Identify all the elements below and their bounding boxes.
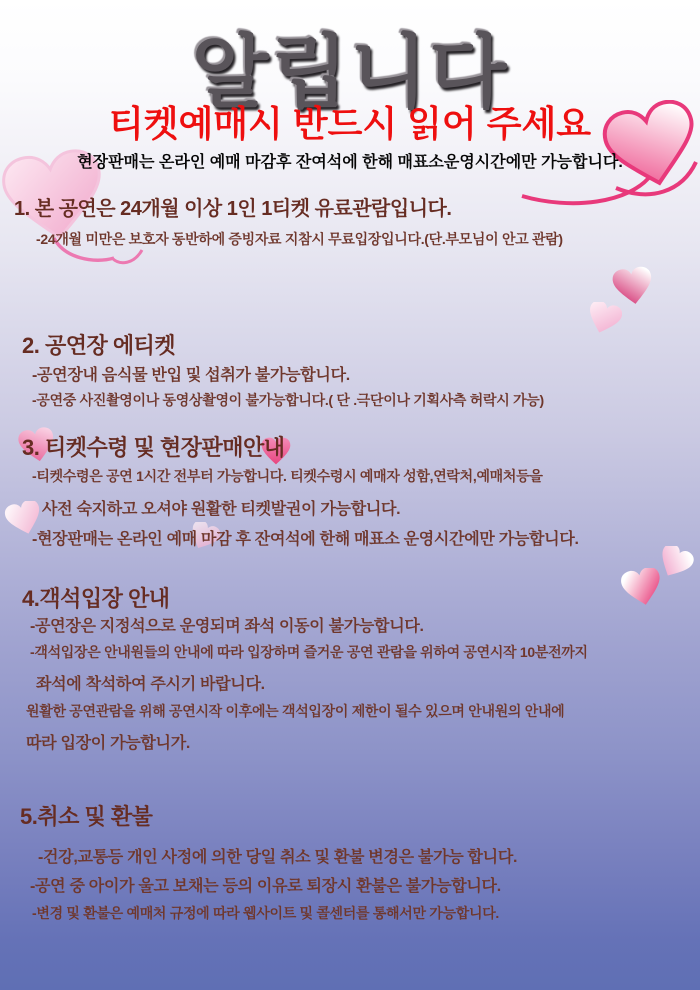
- small-heart-icon-right-upper: [612, 266, 654, 306]
- section-3-line: -현장판매는 온라인 예매 마감 후 잔여석에 한해 매표소 운영시간에만 가능합니다.: [32, 531, 579, 548]
- small-heart-icon-right-lower: [586, 302, 622, 334]
- section-2-line: -공연중 사진촬영이나 동영상촬영이 불가능합니다.( 단 .극단이나 기획사측 허락시 가능): [32, 392, 544, 408]
- notice-line: 현장판매는 온라인 예매 마감후 잔여석에 한해 매표소운영시간에만 가능합니다.: [77, 154, 623, 171]
- section-2-line: -공연장내 음식물 반입 및 섭취가 불가능합니다.: [32, 367, 350, 384]
- section-4-line: 원활한 공연관람을 위해 공연시작 이후에는 객석입장이 제한이 될수 있으며 안내원의 안내에: [26, 703, 565, 719]
- page-title: 알립니다: [191, 28, 509, 117]
- section-4-line: 좌석에 착석하여 주시기 바랍니다.: [36, 676, 265, 693]
- section-5-line: -건강,교통등 개인 사정에 의한 당일 취소 및 환불 변경은 불가능 합니다.: [38, 849, 518, 866]
- section-3-line: 사전 숙지하고 오셔야 원활한 티켓발권이 가능합니다.: [42, 501, 401, 518]
- section-5-line: -변경 및 환불은 예매처 규정에 따라 웹사이트 및 콜센터를 통해서만 가능합니다.: [32, 905, 500, 921]
- section-4-heading: 4.객석입장 안내: [22, 586, 170, 611]
- section-4-line: -객석입장은 안내원들의 안내에 따라 입장하며 즐거운 공연 관람을 위하여 공연시작 10분전까지: [30, 644, 588, 660]
- section-1-line: -24개월 미만은 보호자 동반하에 증빙자료 지참시 무료입장입니다.(단.부모님이 안고 관람): [36, 231, 563, 247]
- page-subtitle: 티켓예매시 반드시 읽어 주세요: [108, 103, 592, 144]
- section-1-heading: 1. 본 공연은 24개월 이상 1인 1티켓 유료관람입니다.: [14, 198, 452, 220]
- heart-icon-right-deep: [620, 568, 664, 606]
- section-2-heading: 2. 공연장 에티켓: [22, 333, 176, 358]
- section-5-line: -공연 중 아이가 울고 보채는 등의 이유로 퇴장시 환불은 불가능합니다.: [30, 878, 501, 895]
- section-4-line: -공연장은 지정석으로 운영되며 좌석 이동이 불가능합니다.: [30, 618, 424, 635]
- section-3-line: -티켓수령은 공연 1시간 전부터 가능합니다. 티켓수령시 예매자 성함,연락처,예매처등을: [32, 468, 543, 484]
- section-5-heading: 5.취소 및 환불: [20, 804, 153, 829]
- section-4-line: 따라 입장이 가능합니가.: [26, 735, 190, 752]
- section-3-heading: 3. 티켓수령 및 현장판매안내: [22, 435, 285, 460]
